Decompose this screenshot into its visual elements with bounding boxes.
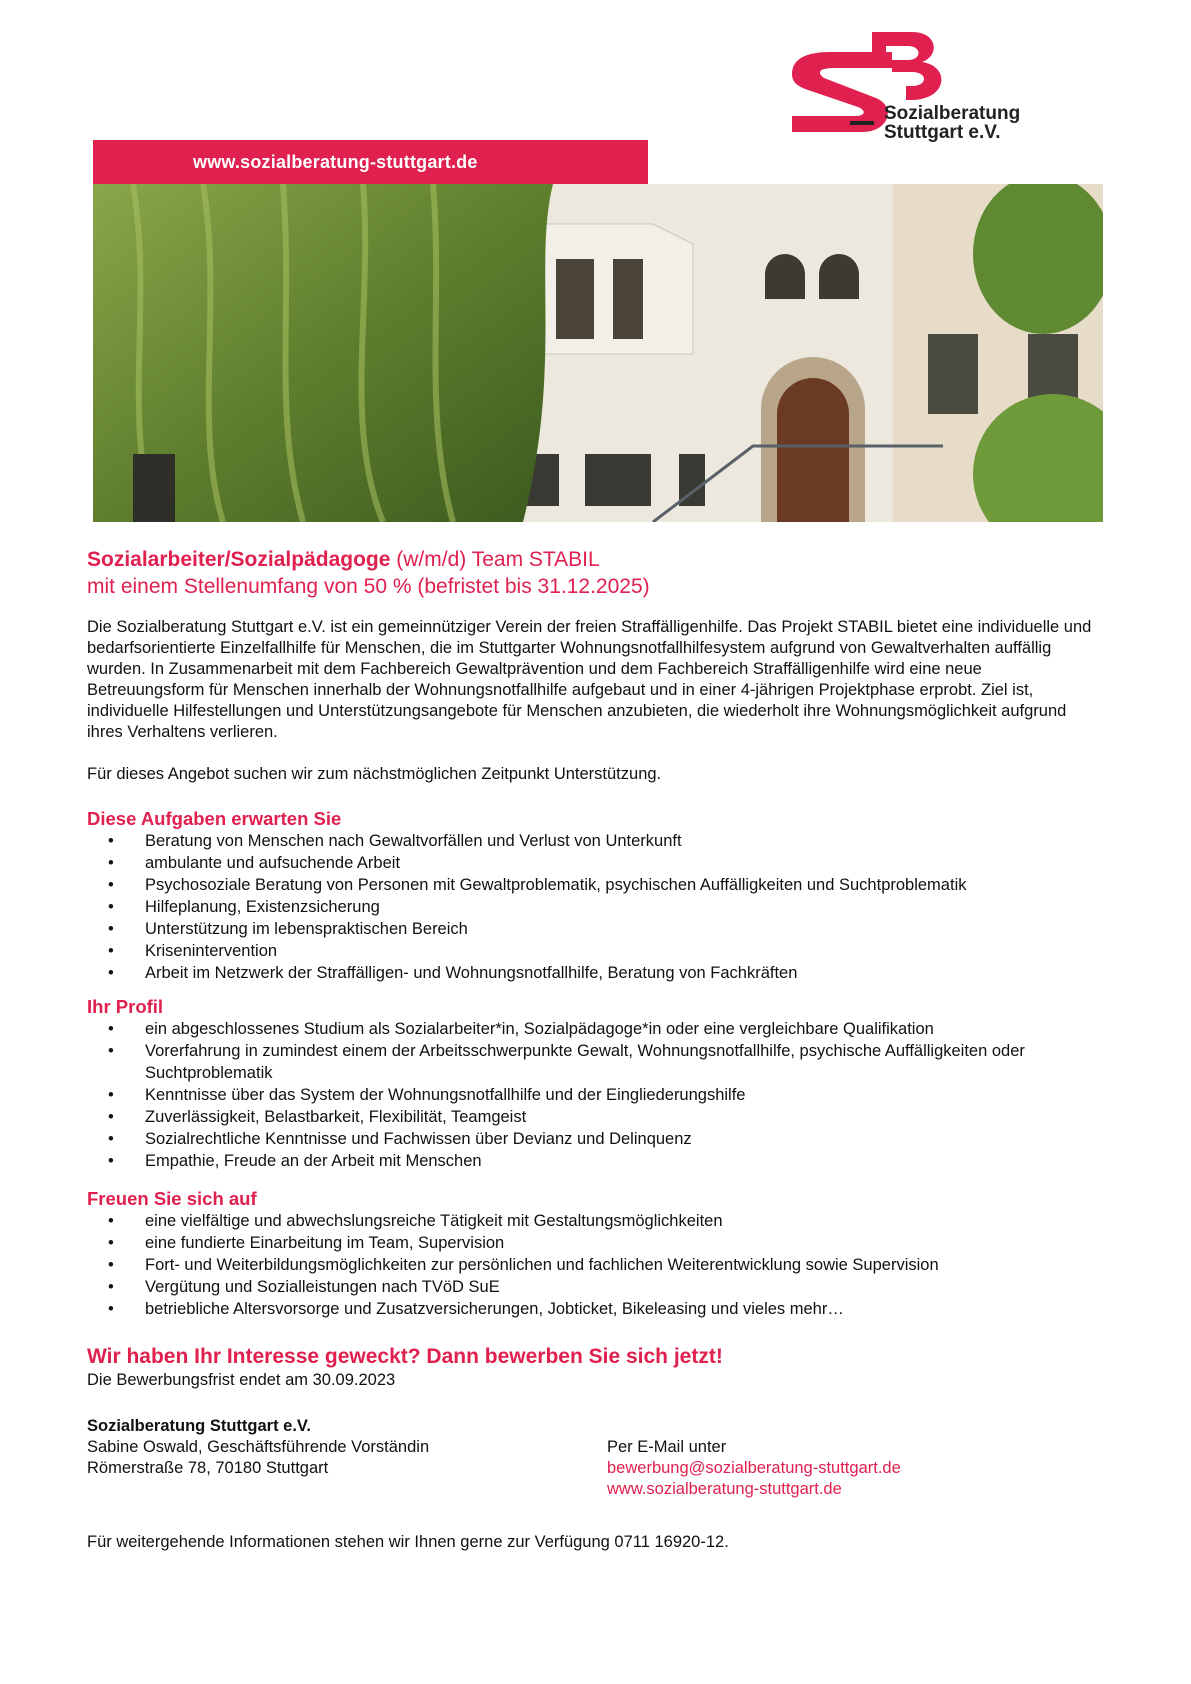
list-item: • Arbeit im Netzwerk der Straffälligen- und Wohnungsnotfallhilfe, Beratung von Fachkräften [87,962,1097,984]
email-link[interactable]: bewerbung@sozialberatung-stuttgart.de [607,1459,901,1477]
contact-online [607,1437,901,1500]
logo-text [884,104,1020,142]
list-item: • Vorerfahrung in zumindest einem der Arbeitsschwerpunkte Gewalt, Wohnungsnotfallhilfe, psychische Auffälligkeiten oder Suchtproblematik [87,1040,1097,1084]
list-item: • Psychosoziale Beratung von Personen mit Gewaltproblematik, psychischen Auffälligkeiten und Suchtproblematik [87,874,1097,896]
list-item: • Kenntnisse über das System der Wohnungsnotfallhilfe und der Eingliederungshilfe [87,1084,1097,1106]
profile-list [87,1018,1097,1172]
list-item: • eine vielfältige und abwechslungsreiche Tätigkeit mit Gestaltungsmöglichkeiten [87,1210,1097,1232]
contact-org: Sozialberatung Stuttgart e.V. [87,1417,312,1435]
list-item: • Empathie, Freude an der Arbeit mit Menschen [87,1150,1097,1172]
contact-person: Sabine Oswald, Geschäftsführende Vorständin [87,1438,430,1456]
email-label: Per E-Mail unter [607,1438,727,1456]
list-item: • Sozialrechtliche Kenntnisse und Fachwissen über Devianz und Delinquenz [87,1128,1097,1150]
job-title [87,546,1097,573]
logo-line1: Sozialberatung [884,103,1021,124]
offer-heading: Freuen Sie sich auf [87,1188,257,1209]
job-subtitle: mit einem Stellenumfang von 50 % (befristet bis 31.12.2025) [87,575,650,598]
offer-list [87,1210,1097,1320]
job-title-bold: Sozialarbeiter/Sozialpädagoge [87,548,391,571]
url-banner[interactable] [93,140,648,184]
cta-heading: Wir haben Ihr Interesse geweckt? Dann bewerben Sie sich jetzt! [87,1345,723,1368]
intro-paragraph: Die Sozialberatung Stuttgart e.V. ist ein gemeinnütziger Verein der freien Straffälligenhilfe. Das Projekt STABIL bietet eine individuelle und bedarfsorientierte Einzelfallhilfe für Menschen, die im Stuttgarter Wohnungsnotfallhilfesystem aufgrund von Gewaltverhalten auffällig wurden. In Zusammenarbeit mit dem Fachbereich Gewaltprävention und dem Fachbereich Straffälligenhilfe wird eine neue Betreuungsform für Menschen innerhalb der Wohnungsnotfallhilfe aufgebaut und in einer 4-jährigen Projektphase erprobt. Ziel ist, individuelle Hilfestellungen und Unterstützungsangebote für Menschen anzubieten, die wiederholt ihre Wohnungsmöglichkeit aufgrund ihres Verhaltens verlieren. [87,618,1092,741]
logo-line2: Stuttgart e.V. [884,122,1001,143]
job-posting [87,546,1097,1553]
tasks-heading: Diese Aufgaben erwarten Sie [87,808,342,829]
job-title-rest: (w/m/d) Team STABIL [390,548,600,571]
website-link[interactable]: www.sozialberatung-stuttgart.de [607,1480,842,1498]
list-item: • Vergütung und Sozialleistungen nach TVöD SuE [87,1276,1097,1298]
list-item: • Unterstützung im lebenspraktischen Bereich [87,918,1097,940]
list-item: • Fort- und Weiterbildungsmöglichkeiten zur persönlichen und fachlichen Weiterentwicklung sowie Supervision [87,1254,1097,1276]
list-item: • ein abgeschlossenes Studium als Sozialarbeiter*in, Sozialpädagoge*in oder eine vergleichbare Qualifikation [87,1018,1097,1040]
footer-info: Für weitergehende Informationen stehen wir Ihnen gerne zur Verfügung 0711 16920-12. [87,1533,729,1551]
list-item: • eine fundierte Einarbeitung im Team, Supervision [87,1232,1097,1254]
list-item: • Zuverlässigkeit, Belastbarkeit, Flexibilität, Teamgeist [87,1106,1097,1128]
list-item: • Krisenintervention [87,940,1097,962]
search-statement: Für dieses Angebot suchen wir zum nächstmöglichen Zeitpunkt Unterstützung. [87,765,662,783]
list-item: • Hilfeplanung, Existenzsicherung [87,896,1097,918]
banner-url[interactable]: www.sozialberatung-stuttgart.de [193,152,478,172]
list-item: • ambulante und aufsuchende Arbeit [87,852,1097,874]
application-deadline: Die Bewerbungsfrist endet am 30.09.2023 [87,1371,396,1389]
profile-heading: Ihr Profil [87,996,164,1017]
contact-block [87,1416,1097,1506]
contact-street: Römerstraße 78, 70180 Stuttgart [87,1459,329,1477]
building-photo [93,184,1103,522]
tasks-list [87,830,1097,984]
list-item: • betriebliche Altersvorsorge und Zusatzversicherungen, Jobticket, Bikeleasing und vieles mehr… [87,1298,1097,1320]
contact-address [87,1416,429,1479]
list-item: • Beratung von Menschen nach Gewaltvorfällen und Verlust von Unterkunft [87,830,1097,852]
